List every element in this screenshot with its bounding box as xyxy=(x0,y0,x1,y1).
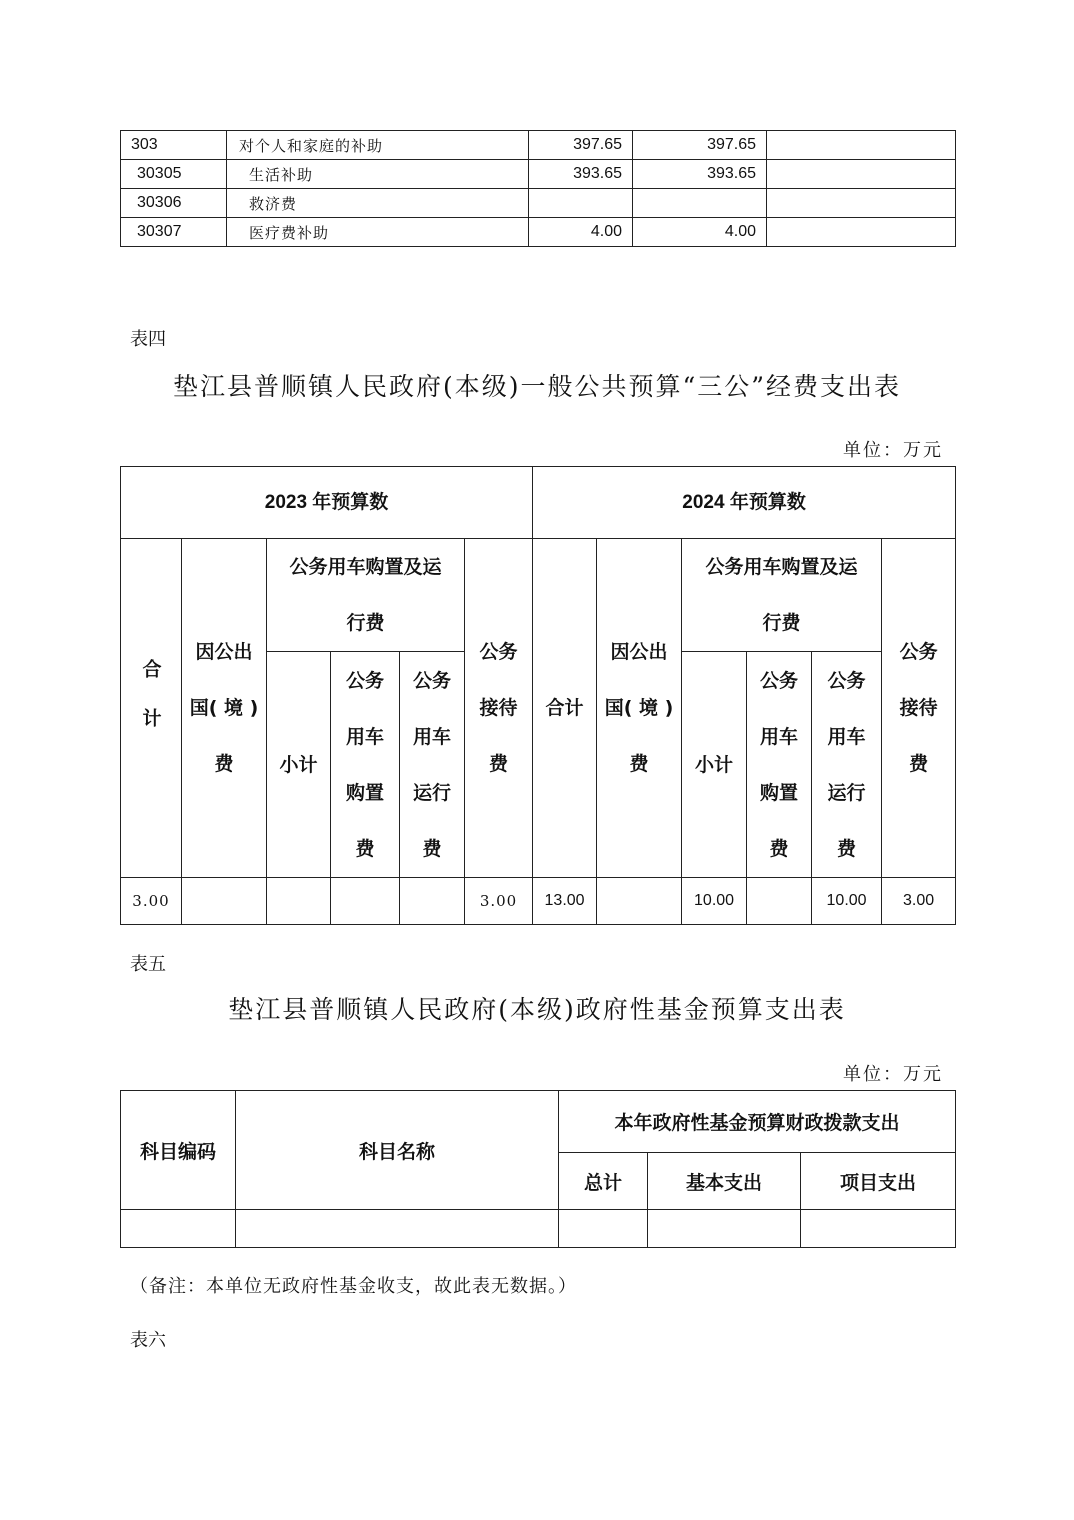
value-cell xyxy=(747,878,812,925)
value-cell xyxy=(331,878,400,925)
empty-cell xyxy=(648,1210,801,1248)
abroad-expense-header: 因公出 国( 境 ) 费 xyxy=(182,539,267,878)
table-row xyxy=(121,189,956,218)
table-row xyxy=(121,160,956,189)
amount-cell xyxy=(767,189,956,218)
three-public-expenses-table xyxy=(120,466,956,925)
table-row xyxy=(121,878,956,925)
amount-cell xyxy=(767,218,956,247)
table-row xyxy=(121,1210,956,1248)
vehicle-running-header: 公务 用车 运行 费 xyxy=(400,652,465,878)
subject-code-header: 科目编码 xyxy=(121,1091,236,1210)
subject-name-header: 科目名称 xyxy=(236,1091,559,1210)
header-row-years xyxy=(121,467,956,539)
table5-note: （备注：本单位无政府性基金收支，故此表无数据。） xyxy=(130,1276,577,1297)
amount-cell: 393.65 xyxy=(529,160,633,189)
table-row xyxy=(121,131,956,160)
header-row xyxy=(121,1091,956,1153)
subtotal-header-2024: 小计 xyxy=(682,652,747,878)
empty-cell xyxy=(801,1210,956,1248)
year-2024-header: 2024 年预算数 xyxy=(533,467,956,539)
total-header-2024: 合计 xyxy=(533,539,597,878)
subject-name: 救济费 xyxy=(227,189,529,218)
amount-cell xyxy=(767,160,956,189)
amount-cell: 393.65 xyxy=(633,160,767,189)
abroad-expense-header-2024: 因公出 国( 境 ) 费 xyxy=(597,539,682,878)
government-fund-table xyxy=(120,1090,956,1248)
vehicle-expense-header-2024: 公务用车购置及运 行费 xyxy=(682,539,882,652)
vehicle-running-header-2024: 公务 用车 运行 费 xyxy=(812,652,882,878)
table4-title: 垫江县普顺镇人民政府(本级)一般公共预算“三公”经费支出表 xyxy=(172,372,902,401)
subject-name: 生活补助 xyxy=(227,160,529,189)
project-expense-header: 项目支出 xyxy=(801,1153,956,1210)
header-row-categories xyxy=(121,539,956,652)
fund-expenditure-header: 本年政府性基金预算财政拨款支出 xyxy=(559,1091,956,1153)
subtotal-header: 小计 xyxy=(267,652,331,878)
table6-caption: 表六 xyxy=(130,1330,166,1351)
subject-code: 30307 xyxy=(121,218,227,247)
subject-name: 对个人和家庭的补助 xyxy=(227,131,529,160)
table5-caption: 表五 xyxy=(130,954,166,975)
value-cell xyxy=(400,878,465,925)
value-cell xyxy=(182,878,267,925)
table5-title: 垫江县普顺镇人民政府(本级)政府性基金预算支出表 xyxy=(228,995,846,1024)
subject-name: 医疗费补助 xyxy=(227,218,529,247)
total-header: 合计 xyxy=(121,539,182,878)
value-cell: 10.00 xyxy=(812,878,882,925)
value-cell xyxy=(267,878,331,925)
value-cell: 3.00 xyxy=(882,878,956,925)
subject-code: 303 xyxy=(121,131,227,160)
amount-cell xyxy=(529,189,633,218)
value-cell: 3.00 xyxy=(121,878,182,925)
vehicle-purchase-header: 公务 用车 购置 费 xyxy=(331,652,400,878)
value-cell: 3.00 xyxy=(465,878,533,925)
table4-unit: 单位：万元 xyxy=(843,440,943,461)
value-cell xyxy=(597,878,682,925)
basic-expense-header: 基本支出 xyxy=(648,1153,801,1210)
reception-expense-header-2024: 公务 接待 费 xyxy=(882,539,956,878)
empty-cell xyxy=(236,1210,559,1248)
vehicle-expense-header: 公务用车购置及运 行费 xyxy=(267,539,465,652)
year-2023-header: 2023 年预算数 xyxy=(121,467,533,539)
amount-cell: 4.00 xyxy=(529,218,633,247)
value-cell: 13.00 xyxy=(533,878,597,925)
subject-code: 30305 xyxy=(121,160,227,189)
expenditure-table-continued xyxy=(120,130,956,247)
table4-caption: 表四 xyxy=(130,329,166,350)
subject-code: 30306 xyxy=(121,189,227,218)
amount-cell xyxy=(767,131,956,160)
table5-unit: 单位：万元 xyxy=(843,1064,943,1085)
amount-cell: 397.65 xyxy=(633,131,767,160)
empty-cell xyxy=(559,1210,648,1248)
amount-cell: 4.00 xyxy=(633,218,767,247)
value-cell: 10.00 xyxy=(682,878,747,925)
table-row xyxy=(121,218,956,247)
empty-cell xyxy=(121,1210,236,1248)
total-header: 总计 xyxy=(559,1153,648,1210)
reception-expense-header: 公务 接待 费 xyxy=(465,539,533,878)
amount-cell: 397.65 xyxy=(529,131,633,160)
amount-cell xyxy=(633,189,767,218)
vehicle-purchase-header-2024: 公务 用车 购置 费 xyxy=(747,652,812,878)
